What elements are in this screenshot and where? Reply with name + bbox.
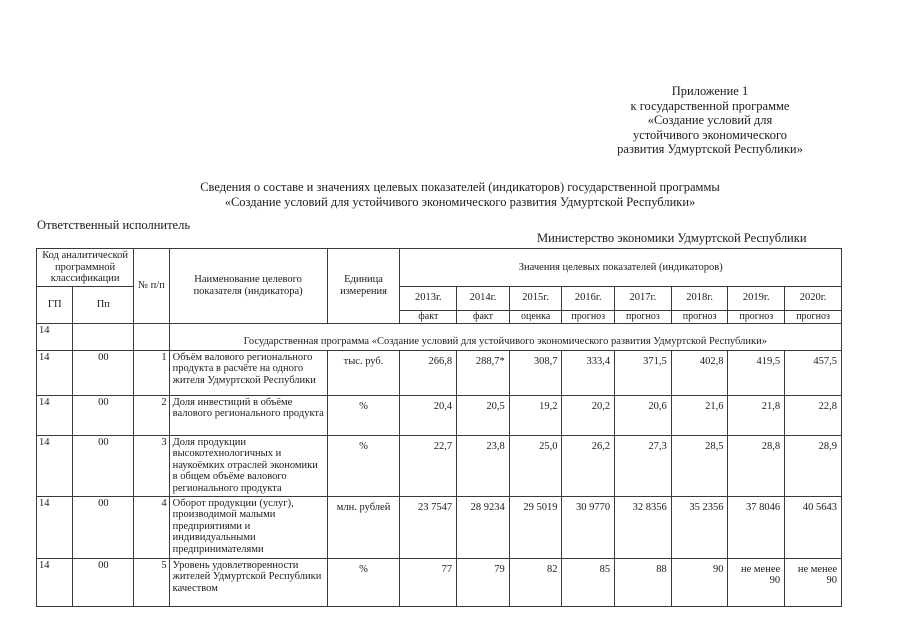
status-cell: прогноз <box>615 310 672 323</box>
row-value: 308,7 <box>509 350 562 395</box>
row-unit: % <box>327 435 400 496</box>
row-unit: % <box>327 558 400 606</box>
document-heading <box>120 180 800 210</box>
year-cell: 2020г. <box>785 286 842 310</box>
header-values: Значения целевых показателей (индикаторов) <box>400 249 842 287</box>
status-cell: факт <box>400 310 457 323</box>
heading-line: «Создание условий для устойчивого экономического развития Удмуртской Республики» <box>224 195 696 209</box>
header-unit: Единица измерения <box>327 249 400 324</box>
header-code: Код аналитической программной классификации <box>37 249 134 287</box>
row-value: 21,8 <box>728 395 785 435</box>
row-value: 28,5 <box>671 435 728 496</box>
year-cell: 2014г. <box>457 286 510 310</box>
row-value: 419,5 <box>728 350 785 395</box>
row-name: Доля инвестиций в объёме валового регионального продукта <box>169 395 327 435</box>
row-pp: 00 <box>73 435 134 496</box>
row-unit: млн. рублей <box>327 496 400 558</box>
row-value: 35 2356 <box>671 496 728 558</box>
row-value: 77 <box>400 558 457 606</box>
row-value: 29 5019 <box>509 496 562 558</box>
year-cell: 2013г. <box>400 286 457 310</box>
row-value: 22,8 <box>785 395 842 435</box>
row-value: 40 5643 <box>785 496 842 558</box>
row-gp: 14 <box>37 435 73 496</box>
year-cell: 2015г. <box>509 286 562 310</box>
row-value: 22,7 <box>400 435 457 496</box>
indicators-table <box>36 248 842 607</box>
year-cell: 2019г. <box>728 286 785 310</box>
row-value: 82 <box>509 558 562 606</box>
row-unit: тыс. руб. <box>327 350 400 395</box>
status-cell: прогноз <box>728 310 785 323</box>
responsible-label: Ответственный исполнитель <box>37 218 191 232</box>
row-value: 266,8 <box>400 350 457 395</box>
row-value: не менее 90 <box>728 558 785 606</box>
row-value: 26,2 <box>562 435 615 496</box>
row-num: 5 <box>134 558 169 606</box>
row-value: 28 9234 <box>457 496 510 558</box>
row-num: 4 <box>134 496 169 558</box>
row-value: 20,4 <box>400 395 457 435</box>
row-name: Объём валового регионального продукта в расчёте на одного жителя Удмуртской Республики <box>169 350 327 395</box>
header-name: Наименование целевого показателя (индикатора) <box>169 249 327 324</box>
row-value: 19,2 <box>509 395 562 435</box>
row-num: 2 <box>134 395 169 435</box>
row-name: Уровень удовлетворенности жителей Удмуртской Республики качеством <box>169 558 327 606</box>
row-value: 88 <box>615 558 672 606</box>
row-value: 20,5 <box>457 395 510 435</box>
row-value: 23,8 <box>457 435 510 496</box>
row-value: 28,8 <box>728 435 785 496</box>
table-row <box>37 395 842 435</box>
responsible-value: Министерство экономики Удмуртской Республики <box>537 231 807 245</box>
row-value: 457,5 <box>785 350 842 395</box>
status-cell: прогноз <box>785 310 842 323</box>
header-gp: ГП <box>37 286 73 323</box>
row-value: 20,2 <box>562 395 615 435</box>
year-cell: 2017г. <box>615 286 672 310</box>
row-gp: 14 <box>37 350 73 395</box>
appendix-line: устойчивого экономического <box>632 127 788 142</box>
row-value: не менее 90 <box>785 558 842 606</box>
status-cell: факт <box>457 310 510 323</box>
table-row <box>37 435 842 496</box>
appendix-block <box>560 84 860 157</box>
row-value: 20,6 <box>615 395 672 435</box>
table-row <box>37 496 842 558</box>
row-num: 1 <box>134 350 169 395</box>
status-cell: прогноз <box>671 310 728 323</box>
row-value: 333,4 <box>562 350 615 395</box>
table-row <box>37 350 842 395</box>
program-title: Государственная программа «Создание условий для устойчивого экономического развития Удмуртской Республики» <box>169 323 841 350</box>
year-cell: 2018г. <box>671 286 728 310</box>
row-value: 371,5 <box>615 350 672 395</box>
row-gp: 14 <box>37 395 73 435</box>
row-value: 288,7* <box>457 350 510 395</box>
row-value: 85 <box>562 558 615 606</box>
row-value: 28,9 <box>785 435 842 496</box>
row-value: 79 <box>457 558 510 606</box>
appendix-line: Приложение 1 <box>671 84 749 98</box>
program-num-empty <box>134 323 169 350</box>
row-value: 23 7547 <box>400 496 457 558</box>
appendix-line: «Создание условий для <box>647 113 773 127</box>
row-pp: 00 <box>73 395 134 435</box>
program-pp-empty <box>73 323 134 350</box>
status-cell: прогноз <box>562 310 615 323</box>
header-pp: Пп <box>73 286 134 323</box>
appendix-line: развития Удмуртской Республики» <box>617 142 803 156</box>
row-gp: 14 <box>37 558 73 606</box>
row-name: Оборот продукции (услуг), производимой малыми предприятиями и индивидуальными предпринимателями <box>169 496 327 558</box>
row-gp: 14 <box>37 496 73 558</box>
row-value: 90 <box>671 558 728 606</box>
row-name: Доля продукции высокотехнологичных и наукоёмких отраслей экономики в общем объёме валового регионального продукта <box>169 435 327 496</box>
status-cell: оценка <box>509 310 562 323</box>
program-gp: 14 <box>37 323 73 350</box>
row-value: 32 8356 <box>615 496 672 558</box>
row-num: 3 <box>134 435 169 496</box>
row-pp: 00 <box>73 496 134 558</box>
year-cell: 2016г. <box>562 286 615 310</box>
row-pp: 00 <box>73 350 134 395</box>
row-value: 30 9770 <box>562 496 615 558</box>
row-value: 37 8046 <box>728 496 785 558</box>
heading-line: Сведения о составе и значениях целевых показателей (индикаторов) государственной программы <box>200 180 720 194</box>
appendix-line: к государственной программе <box>630 98 790 113</box>
row-value: 27,3 <box>615 435 672 496</box>
row-value: 402,8 <box>671 350 728 395</box>
row-pp: 00 <box>73 558 134 606</box>
row-value: 21,6 <box>671 395 728 435</box>
row-value: 25,0 <box>509 435 562 496</box>
header-num: № п/п <box>134 249 169 324</box>
table-row <box>37 558 842 606</box>
row-unit: % <box>327 395 400 435</box>
